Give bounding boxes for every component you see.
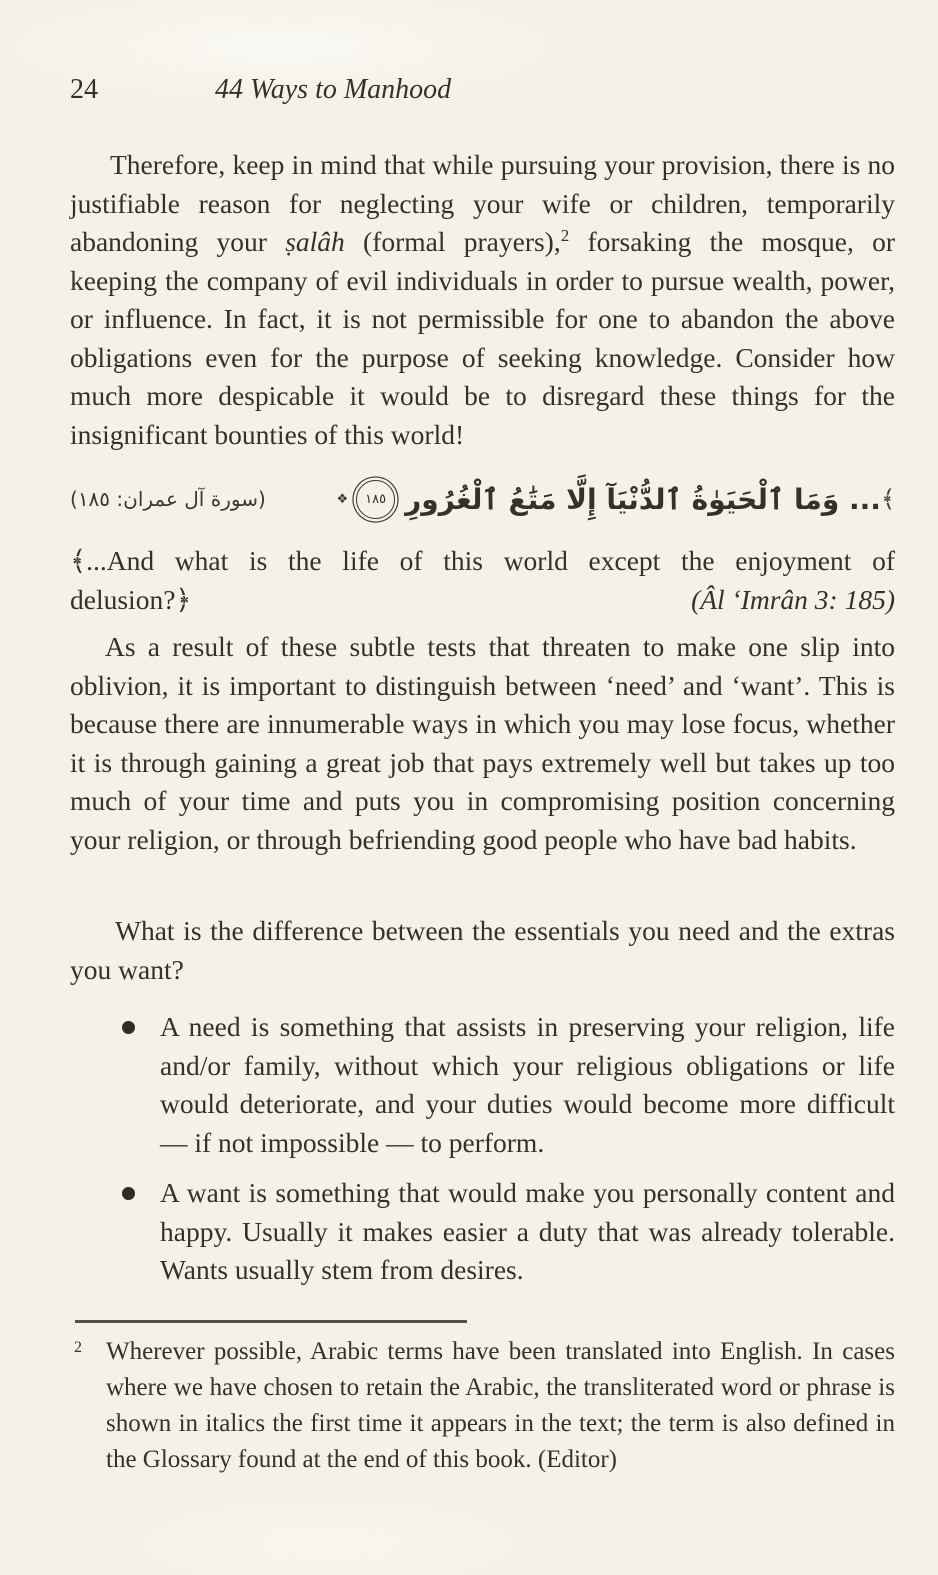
paragraph-provision-obligations: Therefore, keep in mind that while pursuing your provision, there is no justifiable reason for neglecting your wife or children, temporarily abandoning your ṣalâh (formal prayers),$^2$ forsaking the mosque, or keeping the company of evil individuals in order to pursue wealth, power, or influence. In fact, it is not permissible for one to abandon the above obligations even for the purpose of seeking knowledge. Consider how much more despicable it would be to disregard these things for the insignificant bounties of this world! (70, 149, 895, 450)
running-book-title: 44 Ways to Manhood (215, 74, 452, 105)
bullet-need-text: A need is something that assists in preserving your religion, life and/or family, without which your religious obligations or life would deteriorate, and your duties would become more difficult — if not impossible — to perform. (160, 1011, 895, 1158)
footnote-marker: 2 (74, 1339, 82, 1356)
paragraph-need-vs-want: As a result of these subtle tests that threaten to make one slip into oblivion, it is important to distinguish between ‘need’ and ‘want’. This is because there are innumerable ways in which you may lose focus, whether it is through gaining a great job that pays extremely well but takes up too much of your time and puts you in compromising position concerning your religion, or through befriending good people who have bad habits. (70, 631, 895, 855)
verse-open-ornament-icon: ﴾ (880, 485, 895, 513)
translation-line-1: ﴾...And what is the life of this world except the enjoyment of (70, 545, 895, 576)
verse-translation (70, 541, 895, 619)
footnote-text: Wherever possible, Arabic terms have been translated into English. In cases where we have chosen to retain the Arabic, the transliterated word or phrase is shown in italics the first time it appears in the text; the term is also defined in the Glossary found at the end of this book. (Editor) (106, 1338, 895, 1473)
bullet-dot-icon (122, 1021, 135, 1034)
page-content (70, 0, 895, 1575)
bullet-item-want (120, 1174, 895, 1290)
verse-reference-citation: (Âl ‘Imrân 3: 185) (691, 584, 895, 615)
quran-verse-arabic-row (70, 466, 895, 532)
arabic-verse-group (330, 480, 895, 519)
translation-line-2-text: delusion?﴿ (70, 584, 192, 615)
verse-number-medallion: ١٨٥ (356, 480, 395, 519)
footnote (70, 1334, 895, 1478)
arabic-surah-citation: (سورة آل عمران: ١٨٥) (70, 487, 266, 511)
verse-end-rosette-icon: ❖ (336, 491, 349, 507)
bullet-item-need (120, 1008, 895, 1162)
footnote-divider-rule (75, 1320, 467, 1323)
page-number: 24 (70, 74, 98, 105)
bullet-dot-icon (122, 1187, 135, 1200)
translation-line-2 (70, 580, 895, 619)
bullet-want-text: A want is something that would make you personally content and happy. Usually it makes easier a duty that was already tolerable. Wants usually stem from desires. (160, 1177, 895, 1285)
arabic-verse-text: ... وَمَا ٱلْحَيَوٰةُ ٱلدُّنْيَآ إِلَّا مَتَٰعُ ٱلْغُرُورِ (405, 482, 881, 516)
page-header (70, 74, 895, 114)
paragraph-question: What is the difference between the essentials you need and the extras you want? (70, 915, 895, 985)
